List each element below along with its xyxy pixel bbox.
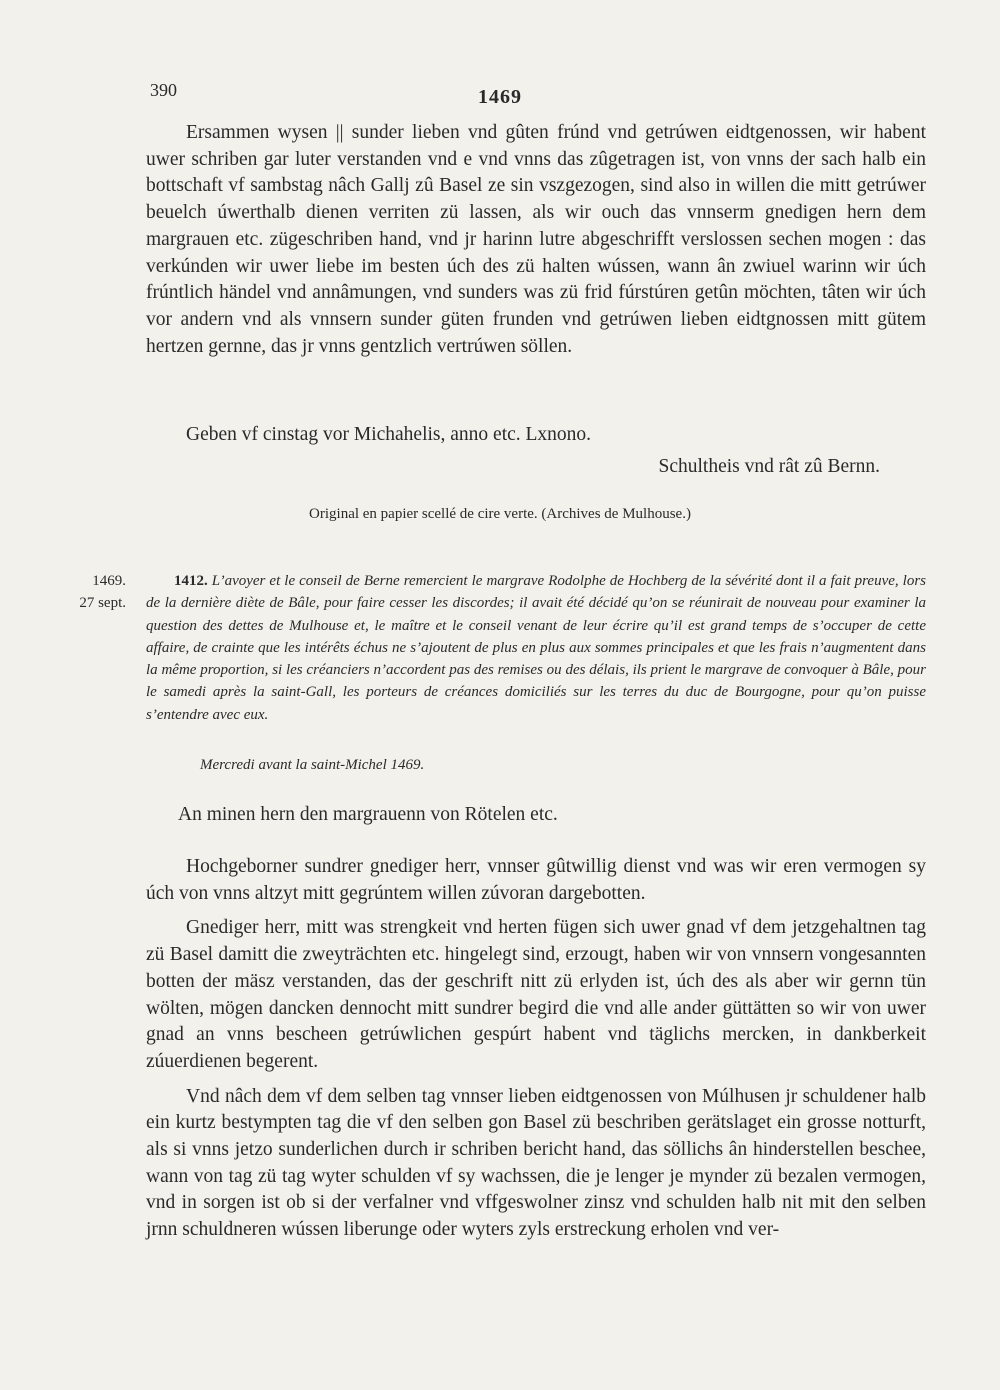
margin-day: 27 sept. bbox=[79, 595, 126, 611]
running-head-year: 1469 bbox=[478, 86, 522, 108]
letter-1-body bbox=[146, 120, 926, 360]
letter-1-paragraph: Ersammen wysen || sunder lieben vnd gûten frúnd vnd getrúwen eidtgenossen, wir habent uwer schriben gar luter verstanden vnd e vnd vnns das zûgetragen ist, von vnns der sach halb ein bottschaft vf sambstag nâch Gallj zû Basel ze sin vszgezogen, sind also in willen die mitt getrúwer beuelch úwerthalb dienen verriten zü lassen, als wir ouch das vnnserm gnedigen hern dem margrauen etc. zügeschriben hand, vnd jr harinn lutre abgeschrifft verslossen sechen mogen : das verkúnden wir uwer liebe im besten úch des zü halten wússen, wann ân zwiuel warinn wir úch frúntlich händel vnd annâmungen, vnd sunders was zü frid fúrstúren getûn möchten, tâten wir úch vor andern vnd als vnnsern sunder güten frunden vnd getrúwen lieben eidtgnossen mitt gütem hertzen gernne, das jr vnns gentzlich vertrúwen söllen. bbox=[146, 122, 926, 357]
letter-2-paragraph: Hochgeborner sundrer gnediger herr, vnnser gûtwillig dienst vnd was wir eren vermogen sy úch von vnns altzyt mitt gegrúntem willen zúvoran dargebotten. bbox=[146, 856, 926, 904]
letter-2-paragraph: Vnd nâch dem vf dem selben tag vnnser lieben eidtgenossen von Múlhusen jr schuldener halb ein kurtz bestympten tag die vf den selben gon Basel zü beschriben gerätslaget ein grosse notturft, als si vnns jetzo sunderlichen durch ir schriben bericht hand, das söllichs ân hinderstellen beschee, wann von tag zü tag wyter schulden vf sy wachssen, die je lenger je mynder zü bezalen vermogen, vnd in sorgen ist ob si der verfalner vnd vffgeswolner zinsz vnd schulden halb nit mit den selben jrnn schuldneren wússen liberunge oder wyters zyls erstreckung erholen vnd ver- bbox=[146, 1085, 926, 1241]
entry-summary-text: L’avoyer et le conseil de Berne remercient le margrave Rodolphe de Hochberg de la sévérité dont il a fait preuve, lors de la dernière diète de Bâle, pour faire cesser les discordes; il avait été décidé qu’on se réunirait de nouveau pour examiner la question des dettes de Mulhouse et, le maître et le conseil venant de leur écrire qu’il est grand temps de s’occuper de cette affaire, de crainte que les intérêts échus ne s’ajoutent de plus en plus aux sommes principales et que les frais n’augmentent dans la même proportion, si les créanciers n’accordent pas des remises ou des délais, ils prient le margrave de convoquer à Bâle, pour le samedi après la saint-Gall, les porteurs de créances domiciliés sur les terres du duc de Bourgogne, pour qu’on puisse s’entendre avec eux. bbox=[146, 573, 927, 723]
letter-1-date-line: Geben vf cinstag vor Michahelis, anno etc. Lxnono. bbox=[186, 424, 592, 445]
margin-date bbox=[56, 570, 126, 614]
page-number: 390 bbox=[150, 80, 177, 100]
letter-2-paragraph: Gnediger herr, mitt was strengkeit vnd herten fügen sich uwer gnad vf dem jetzgehaltnen tag zü Basel damitt die zweyträchten etc. hingelegt sind, erzougt, haben wir von vnnsern vongesannten botten der mäsz verstanden, das der geschrift nitt zü erlyden ist, úch des als aber wir gernn tün wölten, mögen dancken dennocht mitt sundrer begird die vnd alle ander güttätten so wir von uwer gnad an vnns bescheen getrúwlichen gespúrt habent vnd täglichs mercken, in dankberkeit zúuerdienen begerent. bbox=[146, 917, 926, 1072]
entry-dateline: Mercredi avant la saint-Michel 1469. bbox=[200, 757, 425, 773]
letter-2-body bbox=[146, 854, 926, 1244]
letter-2-address: An minen hern den margrauenn von Rötelen etc. bbox=[178, 804, 558, 825]
margin-year: 1469. bbox=[92, 573, 126, 589]
letter-1-signature: Schultheis vnd rât zû Bernn. bbox=[658, 456, 880, 477]
entry-number: 1412. bbox=[174, 573, 208, 589]
entry-summary bbox=[146, 570, 926, 726]
source-note: Original en papier scellé de cire verte. (Archives de Mulhouse.) bbox=[309, 506, 691, 522]
